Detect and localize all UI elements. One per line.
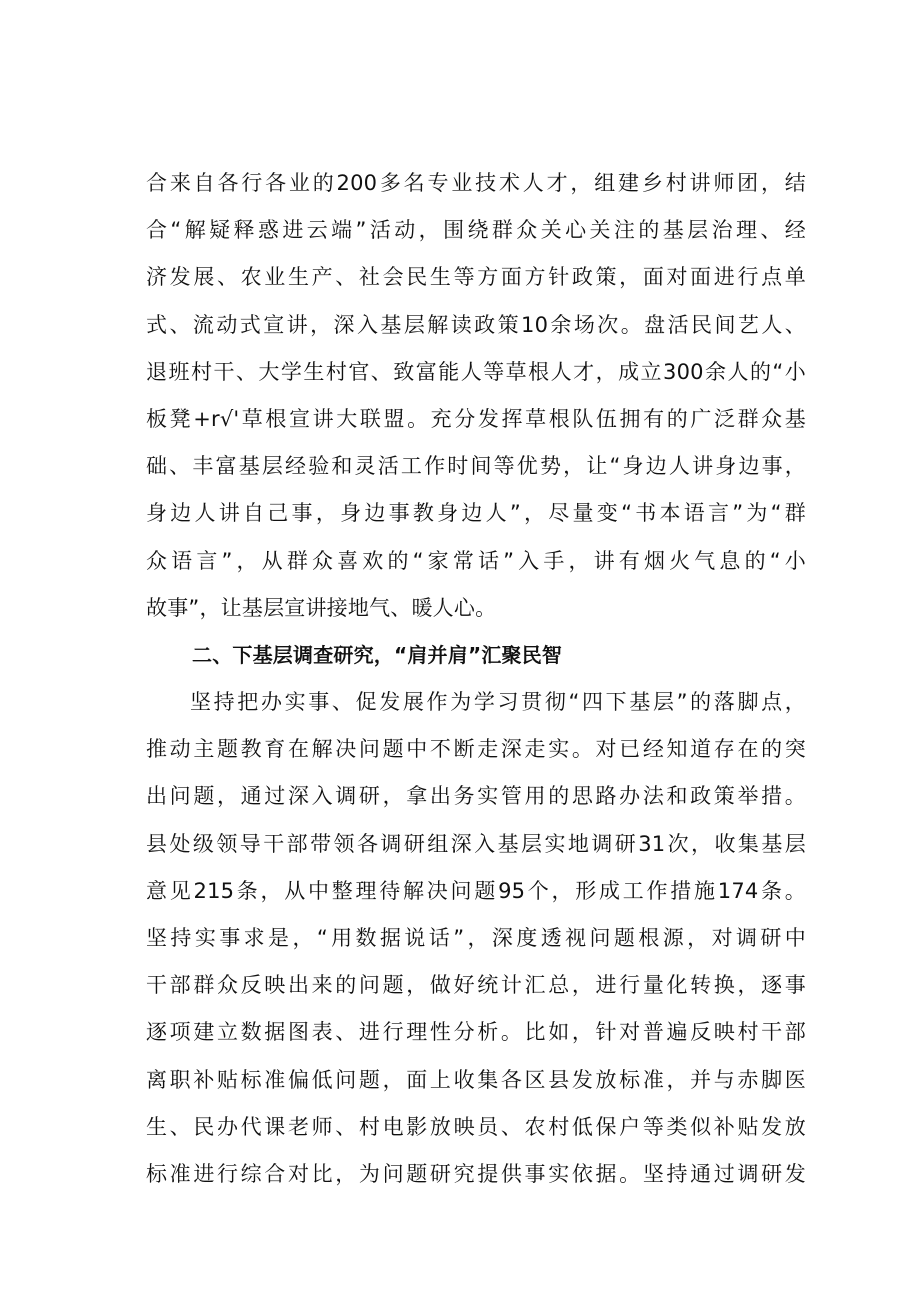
section-heading: 二、下基层调查研究，“肩并肩”汇聚民智 [192,642,563,667]
text-line: 退班村干、大学生村官、致富能人等草根人才，成立300余人的“小 [146,359,806,384]
text-line: 生、民办代课老师、村电影放映员、农村低保户等类似补贴发放 [146,1114,806,1139]
paragraph-research [146,679,806,1198]
text-line: 离职补贴标准偏低问题，面上收集各区县发放标准，并与赤脚医 [146,1067,806,1092]
text-line: 板凳+r√'草根宣讲大联盟。充分发挥草根队伍拥有的广泛群众基 [146,406,806,431]
text-line: 意见215条，从中整理待解决问题95个，形成工作措施174条。 [146,878,806,903]
text-line: 出问题，通过深入调研，拿出务实管用的思路办法和政策举措。 [146,784,806,809]
text-line: 众语言”，从群众喜欢的“家常话”入手，讲有烟火气息的“小 [146,548,806,573]
text-line: 济发展、农业生产、社会民生等方面方针政策，面对面进行点单 [146,265,806,290]
text-line: 坚持实事求是，“用数据说话”，深度透视问题根源，对调研中 [146,926,806,950]
text-line: 逐项建立数据图表、进行理性分析。比如，针对普遍反映村干部 [146,1020,806,1045]
text-line: 推动主题教育在解决问题中不断走深走实。对已经知道存在的突 [146,737,806,762]
text-line: 干部群众反映出来的问题，做好统计汇总，进行量化转换，逐事 [146,973,806,998]
text-line: 合“解疑释惑进云端”活动，围绕群众关心关注的基层治理、经 [146,218,806,243]
text-line: 故事”，让基层宣讲接地气、暖人心。 [146,595,497,620]
paragraph-speakers [146,160,806,632]
text-line: 县处级领导干部带领各调研组深入基层实地调研31次，收集基层 [146,831,806,856]
text-line: 础、丰富基层经验和灵活工作时间等优势，让“身边人讲身边事， [146,454,806,479]
text-line: 标准进行综合对比，为问题研究提供事实依据。坚持通过调研发 [146,1161,806,1186]
text-line: 式、流动式宣讲，深入基层解读政策10余场次。盘活民间艺人、 [146,312,806,337]
document-body [146,160,806,1198]
text-line: 坚持把办实事、促发展作为学习贯彻“四下基层”的落脚点， [190,690,806,715]
text-line: 合来自各行各业的200多名专业技术人才，组建乡村讲师团，结 [146,171,806,195]
text-line: 身边人讲自己事，身边事教身边人”，尽量变“书本语言”为“群 [146,501,806,526]
